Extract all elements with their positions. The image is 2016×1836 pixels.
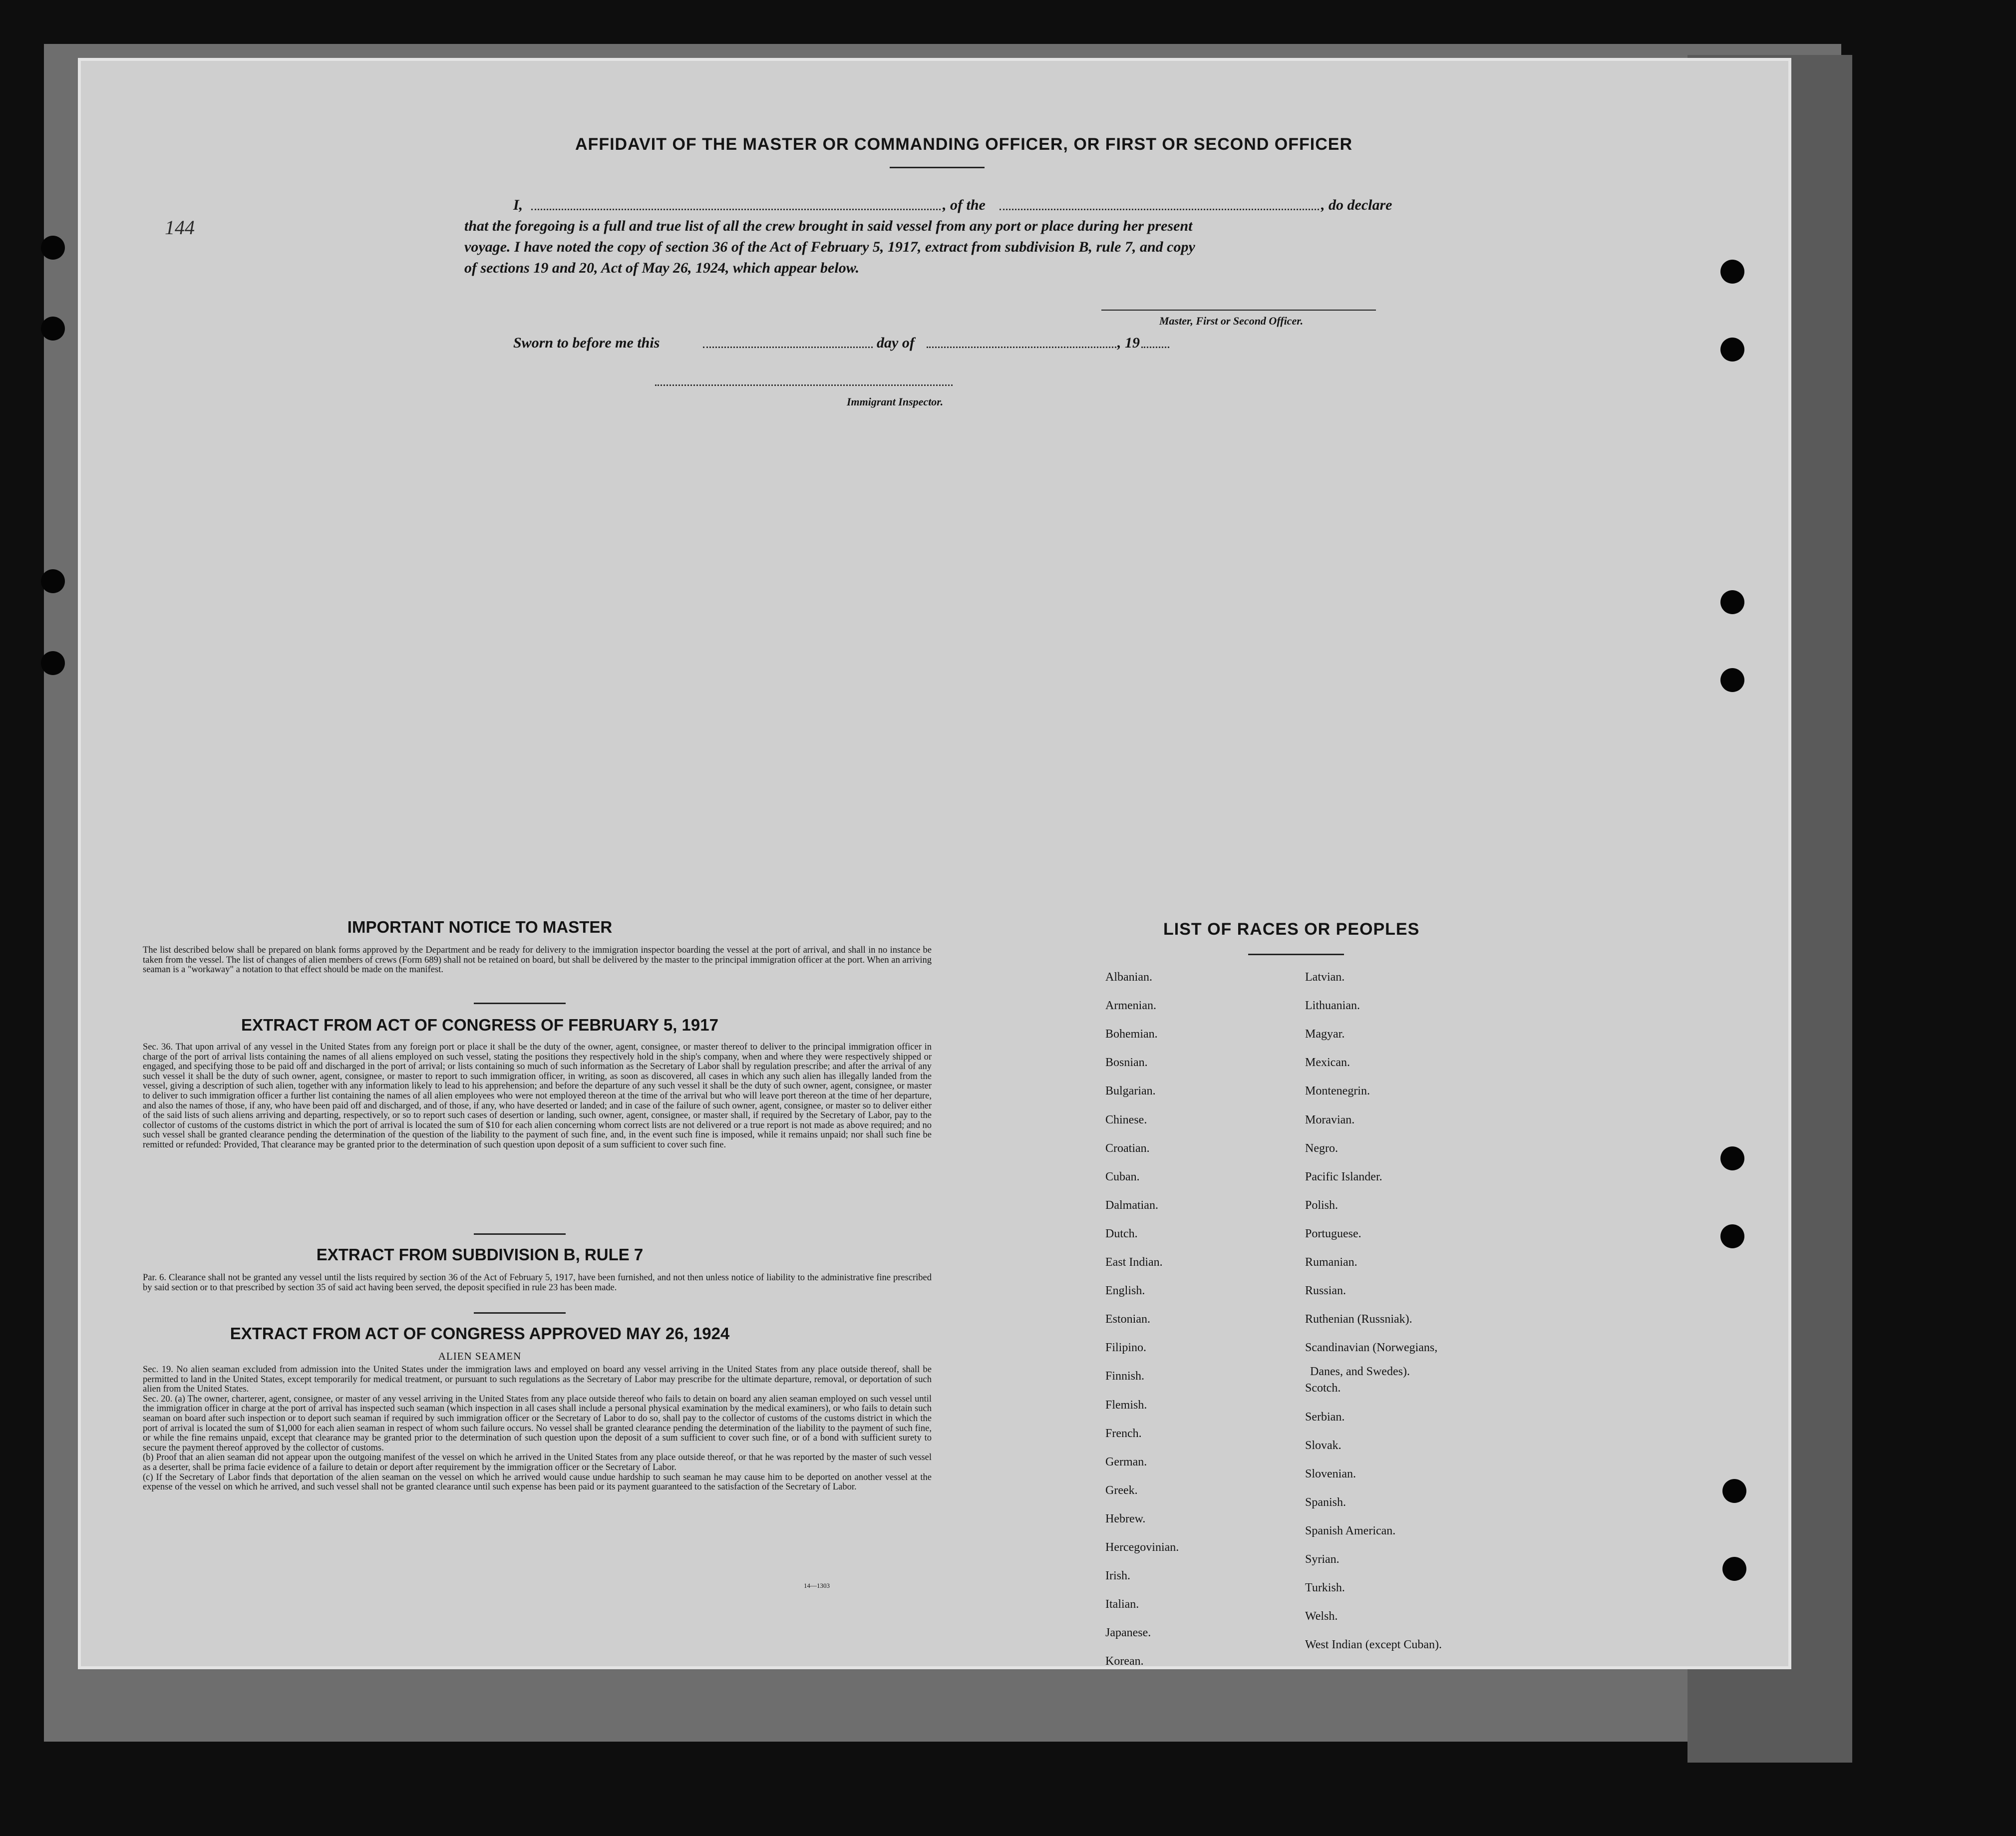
binder-hole [1720, 338, 1744, 362]
race-item: Hercegovinian. [1105, 1541, 1179, 1554]
race-item: Scandinavian (Norwegians, [1305, 1341, 1438, 1355]
binder-hole [1720, 1146, 1744, 1170]
race-item: Portuguese. [1305, 1227, 1361, 1240]
race-item: Bohemian. [1105, 1028, 1158, 1041]
affidavit-i: I, [513, 197, 523, 213]
race-item: English. [1105, 1284, 1145, 1298]
notice-body: The list described below shall be prepared on blank forms approved by the Department and be ready for delivery to the immigration inspector boarding the vessel at the port of arrival, and shall in no instance be taken from the vessel. The list of changes of alien members of crews (Form 689) shall not be retained on board, but shall be delivered by the master to the principal immigration officer at the port. When an arriving seaman is a "workaway" a notation to that effect should be made on the manifest. [143, 945, 932, 975]
sworn-day-blank[interactable] [703, 347, 873, 348]
affidavit-title: AFFIDAVIT OF THE MASTER OR COMMANDING OFFICER, OR FIRST OR SECOND OFFICER [575, 135, 1352, 154]
rule7-title: EXTRACT FROM SUBDIVISION B, RULE 7 [316, 1245, 644, 1264]
rule7-body: Par. 6. Clearance shall not be granted any vessel until the lists required by section 36 of the Act of February 5, 1917, have been furnished, and not then unless notice of liability to the administrative fine prescribed by said section or to that prescribed by section 35 of said act having been served, the deposit specified in rule 23 has been made. [143, 1273, 932, 1293]
form-number: 14—1303 [804, 1582, 830, 1589]
binder-hole [1722, 1479, 1746, 1503]
sworn-label: Sworn to before me this [513, 335, 660, 351]
race-item: East Indian. [1105, 1256, 1163, 1269]
race-item: Estonian. [1105, 1313, 1150, 1326]
extract-1924-title: EXTRACT FROM ACT OF CONGRESS APPROVED MAY 26, 1924 [230, 1324, 730, 1343]
race-item: Dalmatian. [1105, 1198, 1158, 1212]
binder-hole [1720, 668, 1744, 692]
affidavit-line: of sections 19 and 20, Act of May 26, 1924, which appear below. [464, 260, 860, 276]
race-item: Armenian. [1105, 999, 1156, 1013]
race-item: Syrian. [1305, 1553, 1340, 1566]
race-item: Croatian. [1105, 1141, 1150, 1155]
race-item: Albanian. [1105, 971, 1152, 984]
document-page [81, 61, 1788, 1666]
binder-hole [1722, 1557, 1746, 1581]
section-19: Sec. 19. No alien seaman excluded from admission into the United States under the immigration laws and employed on board any vessel arriving in the United States from any place outside thereof, shall be permitted to land in the United States, except temporarily for medical treatment, or pursuant to such regulations as the Secretary of Labor may prescribe for the ultimate departure, removal, or deportation of such alien from the United States. [143, 1365, 932, 1395]
name-blank[interactable] [531, 209, 941, 210]
section-20b: (b) Proof that an alien seaman did not appear upon the outgoing manifest of the vessel on which he arrived in the United States from any place outside thereof, or that he was reported by the master of such vessel as a deserter, shall be prima facie evidence of a failure to detain or deport after requirement by the immigration officer or the Secretary of Labor. [143, 1453, 932, 1472]
race-item: Korean. [1105, 1655, 1144, 1668]
race-item: Ruthenian (Russniak). [1305, 1313, 1412, 1326]
extract-1917-title: EXTRACT FROM ACT OF CONGRESS OF FEBRUARY 5, 1917 [241, 1016, 718, 1034]
race-item: Negro. [1305, 1141, 1338, 1155]
race-item: Bulgarian. [1105, 1085, 1156, 1098]
race-item: Lithuanian. [1305, 999, 1360, 1013]
race-item: Greek. [1105, 1483, 1138, 1497]
binder-hole [1720, 1224, 1744, 1248]
race-item: Mexican. [1305, 1056, 1350, 1070]
sworn-month-blank[interactable] [927, 347, 1116, 348]
race-item: Scotch. [1305, 1382, 1341, 1395]
race-item: Magyar. [1305, 1028, 1345, 1041]
vessel-blank[interactable] [1000, 209, 1319, 210]
race-item: Rumanian. [1305, 1256, 1357, 1269]
binder-hole [41, 651, 65, 675]
races-title: LIST OF RACES OR PEOPLES [1163, 920, 1420, 939]
race-item: Chinese. [1105, 1113, 1147, 1126]
race-item: Turkish. [1305, 1581, 1345, 1595]
race-item: Polish. [1305, 1198, 1339, 1212]
day-of-label: day of [877, 335, 915, 351]
race-item: Irish. [1105, 1569, 1130, 1583]
year-blank[interactable] [1141, 347, 1169, 348]
year-label: , 19 [1117, 335, 1140, 351]
binder-hole [41, 236, 65, 260]
race-item: Cuban. [1105, 1170, 1140, 1183]
race-item: Italian. [1105, 1598, 1139, 1611]
race-item: Slovenian. [1305, 1467, 1356, 1480]
divider [890, 167, 985, 168]
binder-hole [1720, 260, 1744, 284]
race-item: Slovak. [1305, 1439, 1342, 1452]
affidavit-line: voyage. I have noted the copy of section 36 of the Act of February 5, 1917, extract from subdivision B, rule 7, and copy [464, 239, 1195, 255]
binder-hole [41, 569, 65, 593]
race-item: Latvian. [1305, 971, 1345, 984]
race-item: Pacific Islander. [1305, 1170, 1382, 1183]
divider [1248, 954, 1344, 955]
race-item: Serbian. [1305, 1410, 1345, 1424]
divider [474, 1233, 566, 1235]
race-item: Japanese. [1105, 1626, 1151, 1640]
section-20a: Sec. 20. (a) The owner, charterer, agent, consignee, or master of any vessel arriving in the United States from any place outside thereof who fails to detain on board any alien seaman employed on such vessel until the immigration officer in charge at the port of arrival has inspected such seaman (which inspection in all cases shall include a personal physical examination by the medical examiners), or who fails to detain such seaman on board after such inspection or to deport such seaman if required by such immigration officer or the Secretary of Labor to do so, shall pay to the collector of customs of the customs district in which the port of arrival is located the sum of $1,000 for each alien seaman in respect of whom such failure occurs. No vessel shall be granted clearance pending the determination of the liability to the payment of such fine, or while the fine remains unpaid, except that clearance may be granted prior to the determination of such question upon the deposit of a sum sufficient to cover such fine, or of a bond with sufficient surety to secure the payment thereof approved by the collector of customs. [143, 1394, 932, 1453]
affidavit-declare: , do declare [1321, 197, 1392, 213]
divider [474, 1003, 566, 1004]
divider [474, 1312, 566, 1314]
race-item-continuation: Danes, and Swedes). [1310, 1365, 1410, 1378]
master-label: Master, First or Second Officer. [1159, 315, 1304, 327]
race-item: Spanish. [1305, 1495, 1346, 1509]
binder-hole [1720, 590, 1744, 614]
inspector-label: Immigrant Inspector. [847, 395, 944, 408]
affidavit-line: that the foregoing is a full and true list of all the crew brought in said vessel from any port or place during her present [464, 218, 1193, 234]
notice-title: IMPORTANT NOTICE TO MASTER [347, 918, 613, 936]
inspector-signature-line[interactable] [655, 384, 953, 386]
race-item: Welsh. [1305, 1610, 1338, 1623]
race-item: French. [1105, 1427, 1142, 1440]
section-20c: (c) If the Secretary of Labor finds that deportation of the alien seaman on the vessel on which he arrived would cause undue hardship to such seaman he may cause him to be deported on another vessel at the expense of the vessel on which he arrived, and such vessel shall not be granted clearance until such expense has been paid or its payment guaranteed to the satisfaction of the Secretary of Labor. [143, 1472, 932, 1492]
race-item: Finnish. [1105, 1370, 1145, 1383]
race-item: Spanish American. [1305, 1524, 1396, 1537]
margin-note: 144 [165, 216, 195, 239]
race-item: Bosnian. [1105, 1056, 1148, 1070]
race-item: Montenegrin. [1305, 1085, 1370, 1098]
race-item: German. [1105, 1455, 1147, 1469]
race-item: Hebrew. [1105, 1512, 1146, 1525]
binder-hole [41, 317, 65, 341]
signature-line[interactable] [1101, 310, 1376, 311]
race-item: Russian. [1305, 1284, 1346, 1298]
race-item: Flemish. [1105, 1398, 1147, 1412]
race-item: Dutch. [1105, 1227, 1138, 1240]
race-item: West Indian (except Cuban). [1305, 1638, 1442, 1652]
alien-seamen-subtitle: ALIEN SEAMEN [438, 1350, 522, 1362]
race-item: Moravian. [1305, 1113, 1355, 1126]
extract-1917-body: Sec. 36. That upon arrival of any vessel in the United States from any foreign port or place it shall be the duty of the owner, agent, consignee, or master thereof to deliver to the principal immigration officer in charge of the port of arrival lists containing the names of all aliens employed on such vessel, stating the positions they respectively hold in the ship's company, when and where they were respectively shipped or engaged, and specifying those to be paid off and discharged in the port of arrival; or lists containing so much of such information as the Secretary of Labor shall by regulation prescribe; and after the arrival of any such vessel it shall be the duty of such owner, agent, consignee, or master to report to such immigration officer, in writing, as soon as discovered, all cases in which any such alien has illegally landed from the vessel, giving a description of such alien, together with any information likely to lead to his apprehension; and before the departure of any such vessel it shall be the duty of such owner, agent, consignee, or master to deliver to such immigration officer a further list containing the names of all alien employees who were not employed thereon at the time of the arrival but who will leave port thereon at the time of her departure, and also the names of those, if any, who have been paid off and discharged, and of those, if any, who have deserted or landed; and in case of the failure of such owner, agent, consignee, or master so to deliver either of the said lists of such aliens arriving and departing, respectively, or so to report such cases of desertion or landing, such owner, agent, consignee, or master shall, if required by the Secretary of Labor, pay to the collector of customs of the customs district in which the port of arrival is located the sum of $10 for each alien concerning whom correct lists are not delivered or a true report is not made as above required; and no such vessel shall be granted clearance pending the determination of the question of the liability to the payment of such fine, and, in the event such fine is imposed, while it remains unpaid; nor shall such fine be remitted or refunded: Provided, That clearance may be granted prior to the determination of such question upon deposit of a sum sufficient to cover such fine. [143, 1042, 932, 1150]
affidavit-of: , of the [943, 197, 986, 213]
extract-1924-body [143, 1365, 932, 1492]
race-item: Filipino. [1105, 1341, 1147, 1355]
